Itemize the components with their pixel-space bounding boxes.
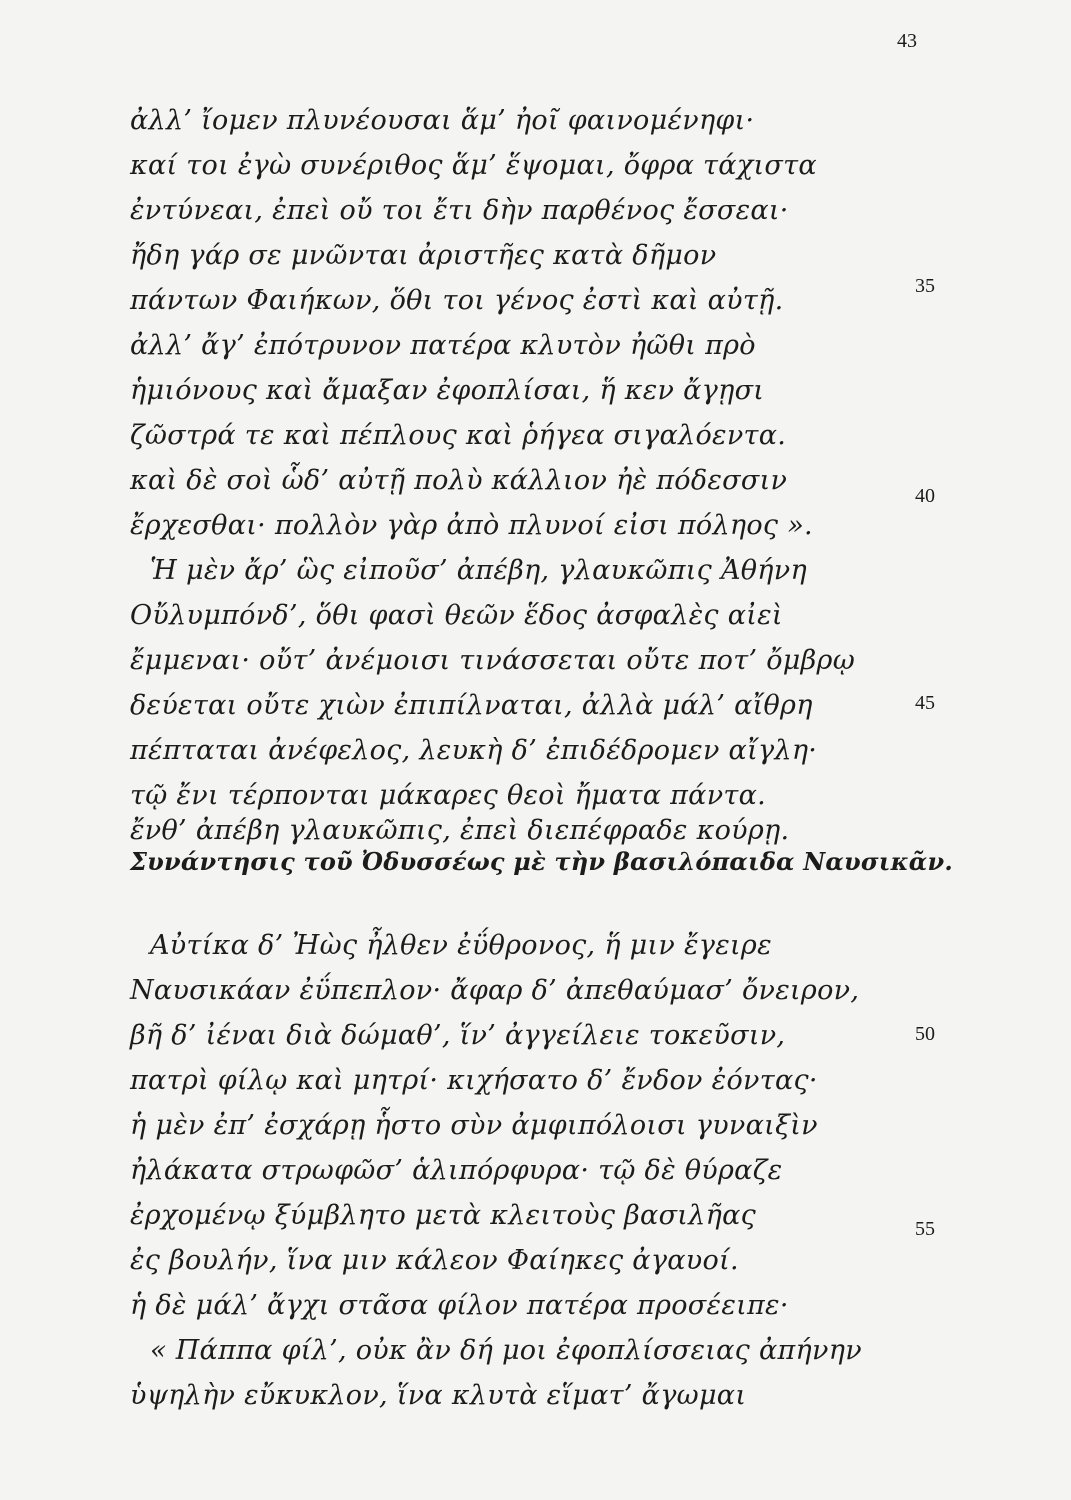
- verse-line: πέπταται ἀνέφελος, λευκὴ δ’ ἐπιδέδρομεν αἴγλη·: [130, 735, 818, 766]
- verse-line: ἐντύνεαι, ἐπεὶ οὔ τοι ἔτι δὴν παρθένος ἔσσεαι·: [130, 195, 789, 226]
- verse-line: τῷ ἔνι τέρπονται μάκαρες θεοὶ ἤματα πάντα.: [130, 780, 767, 811]
- verse-line: ἡ μὲν ἐπ’ ἐσχάρῃ ἧστο σὺν ἀμφιπόλοισι γυναιξὶν: [130, 1110, 818, 1141]
- verse-line: ἔνθ’ ἀπέβη γλαυκῶπις, ἐπεὶ διεπέφραδε κούρῃ.: [130, 815, 790, 846]
- verse-line: καί τοι ἐγὼ συνέριθος ἅμ’ ἕψομαι, ὄφρα τάχιστα: [130, 150, 817, 181]
- verse-line: ἡμιόνους καὶ ἄμαξαν ἐφοπλίσαι, ἥ κεν ἄγῃσι: [130, 375, 765, 406]
- verse-line: πάντων Φαιήκων, ὅθι τοι γένος ἐστὶ καὶ αὐτῇ.: [130, 285, 784, 316]
- verse-line: βῆ δ’ ἰέναι διὰ δώμαθ’, ἵν’ ἀγγείλειε τοκεῦσιν,: [130, 1020, 786, 1051]
- verse-line: ἤδη γάρ σε μνῶνται ἀριστῆες κατὰ δῆμον: [130, 240, 717, 271]
- line-number: 55: [915, 1218, 935, 1240]
- line-number: 45: [915, 692, 935, 714]
- verse-line: Ἡ μὲν ἄρ’ ὣς εἰποῦσ’ ἀπέβη, γλαυκῶπις Ἀθήνη: [150, 555, 807, 586]
- verse-line: ἀλλ’ ἴομεν πλυνέουσαι ἅμ’ ἠοῖ φαινομένηφι·: [130, 105, 755, 136]
- section-heading: Συνάντησις τοῦ Ὀδυσσέως μὲ τὴν βασιλόπαιδα Ναυσικᾶν.: [130, 847, 953, 876]
- line-number: 50: [915, 1023, 935, 1045]
- page-number: 43: [897, 30, 917, 52]
- verse-line: « Πάππα φίλ’, οὐκ ἂν δή μοι ἐφοπλίσσειας ἀπήνην: [150, 1335, 862, 1366]
- verse-line: ἔμμεναι· οὔτ’ ἀνέμοισι τινάσσεται οὔτε ποτ’ ὄμβρῳ: [130, 645, 856, 676]
- verse-line: ζῶστρά τε καὶ πέπλους καὶ ῥήγεα σιγαλόεντα.: [130, 420, 787, 451]
- verse-line: ἐρχομένῳ ξύμβλητο μετὰ κλειτοὺς βασιλῆας: [130, 1200, 757, 1231]
- verse-line: ἐς βουλήν, ἵνα μιν κάλεον Φαίηκες ἀγαυοί.: [130, 1245, 739, 1276]
- verse-line: ἔρχεσθαι· πολλὸν γὰρ ἀπὸ πλυνοί εἰσι πόληος ».: [130, 510, 813, 541]
- verse-line: Αὐτίκα δ’ Ἠὼς ἦλθεν ἐΰθρονος, ἥ μιν ἔγειρε: [150, 930, 772, 961]
- line-number: 35: [915, 275, 935, 297]
- verse-line: καὶ δὲ σοὶ ὧδ’ αὐτῇ πολὺ κάλλιον ἠὲ πόδεσσιν: [130, 465, 788, 496]
- verse-line: πατρὶ φίλῳ καὶ μητρί· κιχήσατο δ’ ἔνδον ἐόντας·: [130, 1065, 818, 1096]
- verse-line: ἠλάκατα στρωφῶσ’ ἁλιπόρφυρα· τῷ δὲ θύραζε: [130, 1155, 783, 1186]
- verse-line: δεύεται οὔτε χιὼν ἐπιπίλναται, ἀλλὰ μάλ’ αἴθρη: [130, 690, 813, 721]
- verse-line: ὑψηλὴν εὔκυκλον, ἵνα κλυτὰ εἵματ’ ἄγωμαι: [130, 1380, 747, 1411]
- verse-line: Οὔλυμπόνδ’, ὅθι φασὶ θεῶν ἕδος ἀσφαλὲς αἰεὶ: [130, 600, 783, 631]
- verse-line: ἡ δὲ μάλ’ ἄγχι στᾶσα φίλον πατέρα προσέειπε·: [130, 1290, 789, 1321]
- line-number: 40: [915, 485, 935, 507]
- verse-line: ἀλλ’ ἄγ’ ἐπότρυνον πατέρα κλυτὸν ἠῶθι πρὸ: [130, 330, 756, 361]
- verse-line: Ναυσικάαν ἐΰπεπλον· ἄφαρ δ’ ἀπεθαύμασ’ ὄνειρον,: [130, 975, 860, 1006]
